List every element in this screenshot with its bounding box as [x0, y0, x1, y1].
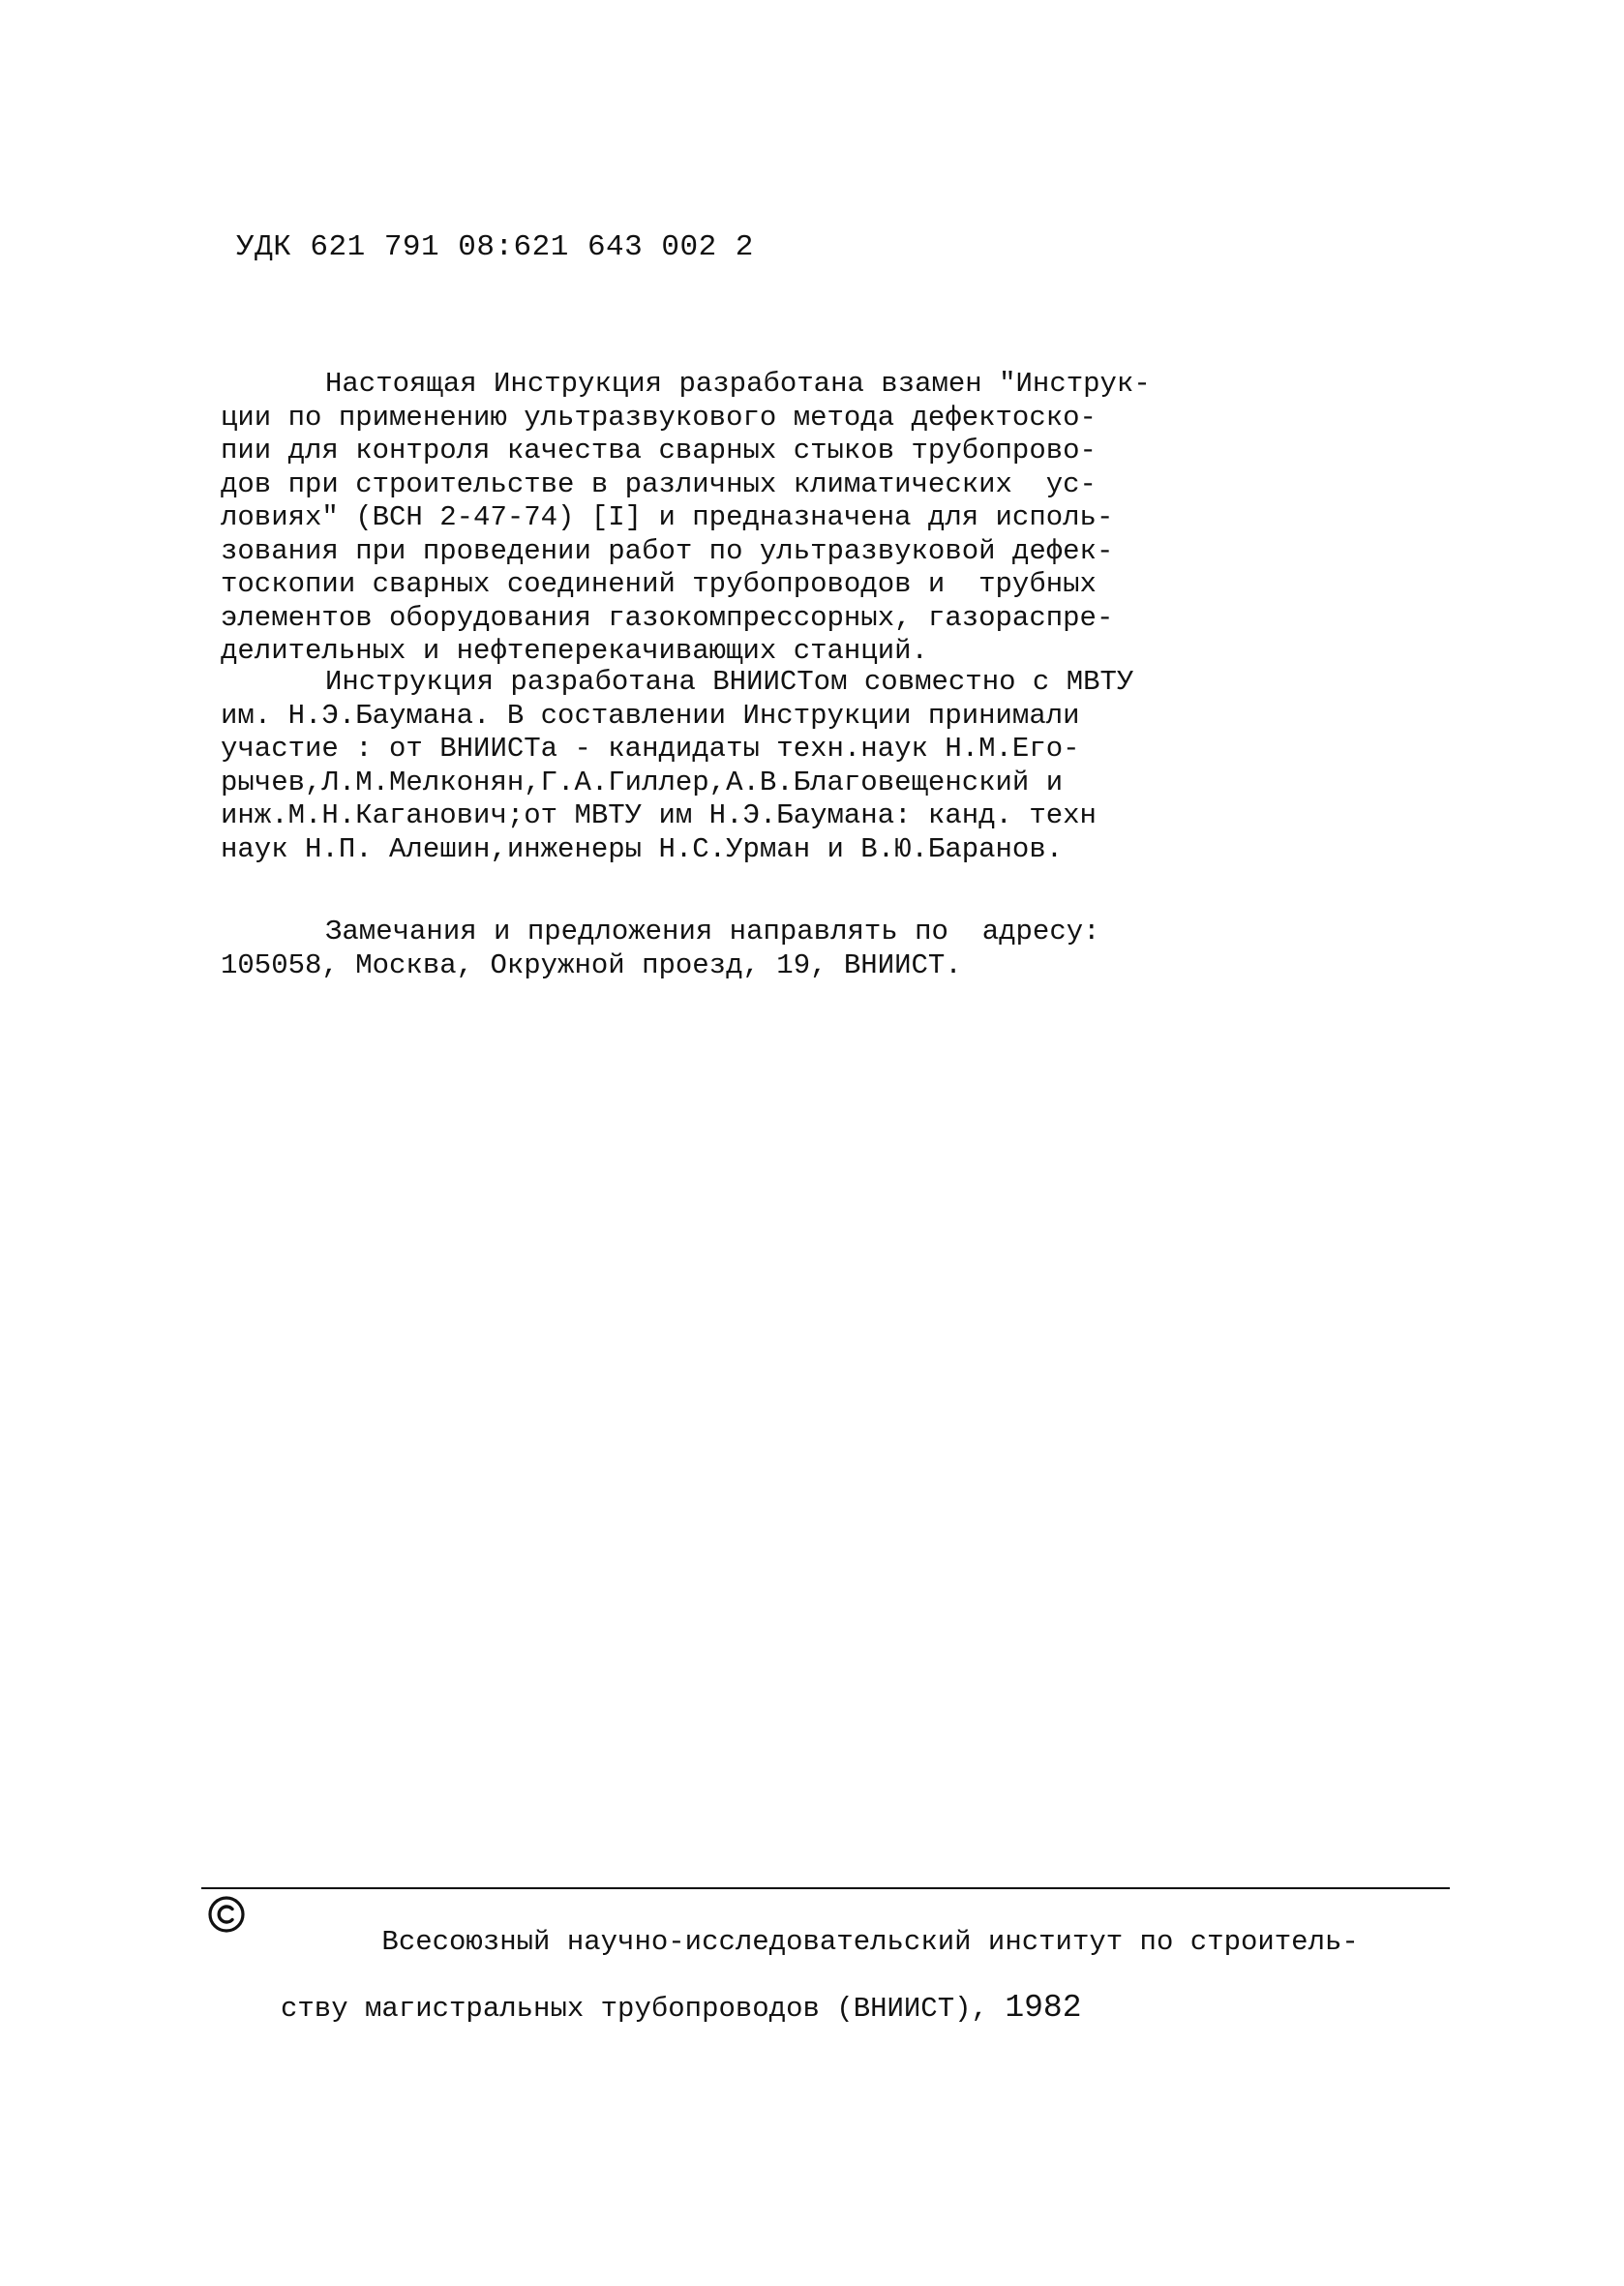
intro-line: пии для контроля качества сварных стыков трубопрово-: [221, 435, 1097, 466]
authors-line: рычев,Л.М.Мелконян,Г.А.Гиллер,А.В.Благовещенский и: [221, 766, 1064, 798]
intro-paragraph: [221, 368, 1399, 669]
remarks-address-line: 105058, Москва, Окружной проезд, 19, ВНИИСТ.: [221, 948, 962, 981]
copyright-line-2-text: ству магистральных трубопроводов (ВНИИСТ),: [281, 1993, 1006, 2025]
remarks-line: Замечания и предложения направлять по адресу:: [325, 916, 1100, 947]
copyright-text: [281, 1893, 1359, 2091]
copyright-year: 1982: [1005, 1990, 1082, 2026]
intro-line: дов при строительстве в различных климатических ус-: [221, 467, 1097, 500]
intro-line: элементов оборудования газокомпрессорных, газораспре-: [221, 601, 1114, 634]
intro-line: Настоящая Инструкция разработана взамен "Инструк-: [325, 368, 1151, 400]
intro-line: тоскопии сварных соединений трубопроводов и трубных: [221, 568, 1097, 600]
footer-divider: [201, 1887, 1450, 1889]
copyright-line-1: Всесоюзный научно-исследовательский институт по строитель-: [381, 1926, 1359, 1958]
copyright-icon: [207, 1895, 246, 1934]
authors-paragraph: [221, 666, 1399, 866]
intro-line: ловиях" (ВСН 2-47-74) [I] и предназначена для исполь-: [221, 501, 1114, 533]
intro-line: ции по применению ультразвукового метода дефектоско-: [221, 401, 1097, 434]
intro-line: делительных и нефтеперекачивающих станций.: [221, 635, 928, 667]
authors-line: Инструкция разработана ВНИИСТом совместно с МВТУ: [325, 666, 1134, 698]
authors-line: наук Н.П. Алешин,инженеры Н.С.Урман и В.Ю.Баранов.: [221, 832, 1064, 865]
copyright-line-2: [281, 1992, 1359, 2026]
remarks-paragraph: [221, 916, 1399, 982]
intro-line: зования при проведении работ по ультразвуковой дефек-: [221, 534, 1114, 567]
authors-line: инж.М.Н.Каганович;от МВТУ им Н.Э.Баумана: канд. техн: [221, 799, 1097, 831]
authors-line: им. Н.Э.Баумана. В составлении Инструкции принимали: [221, 699, 1080, 732]
authors-line: участие : от ВНИИСТа - кандидаты техн.наук Н.М.Его-: [221, 733, 1080, 765]
udk-code: УДК 621 791 08:621 643 002 2: [236, 230, 754, 264]
